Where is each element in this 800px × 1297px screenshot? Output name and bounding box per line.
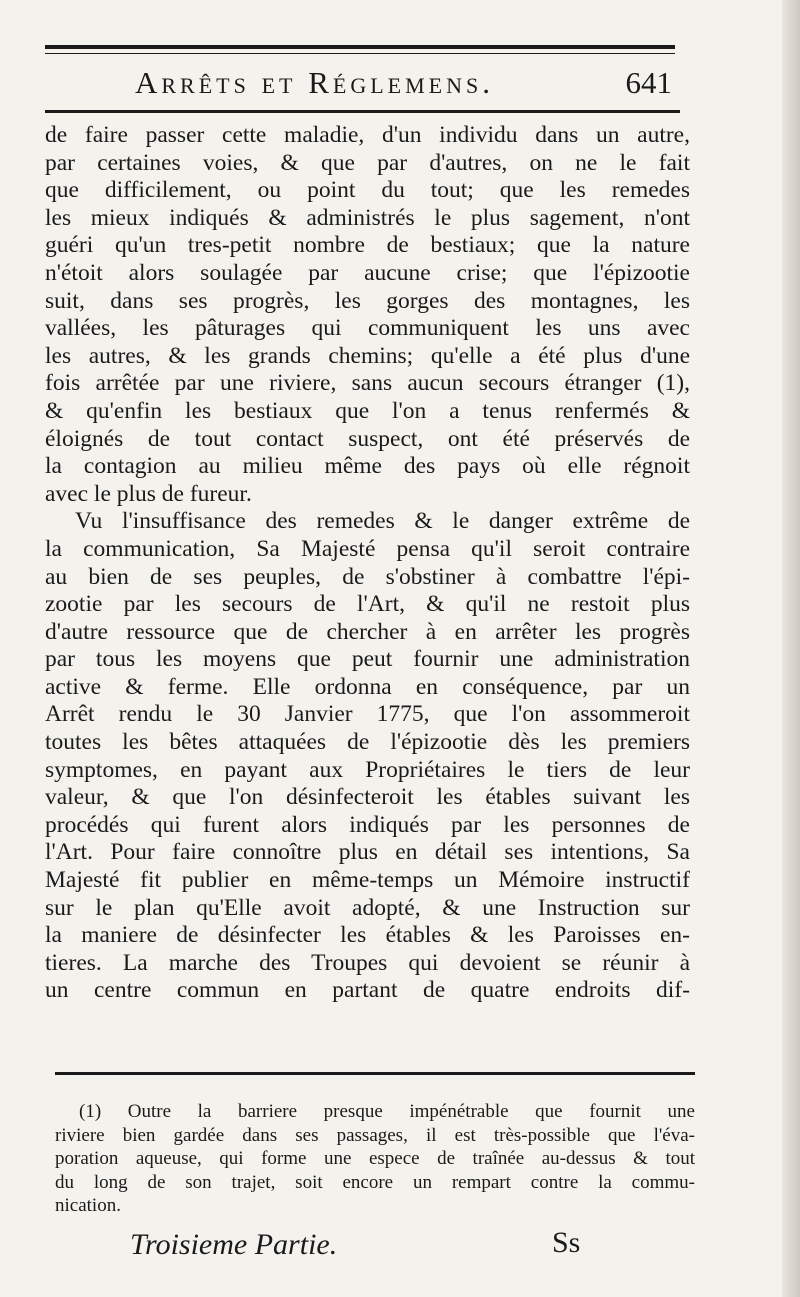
body-line: que difficilement, ou point du tout; que les remedes [45, 177, 690, 204]
body-line: par certaines voies, & que par d'autres, on ne le fait [45, 149, 690, 176]
catchword: Ss [552, 1226, 581, 1259]
footnote-line: poration aqueuse, qui forme une espece de traînée au-dessus & tout [55, 1148, 695, 1169]
top-rule-thin [45, 53, 675, 54]
body-line: Vu l'insuffisance des remedes & le danger extrême de [75, 508, 690, 535]
body-line: sur le plan qu'Elle avoit adopté, & une Instruction sur [45, 894, 690, 921]
signature-mark: Troisieme Partie. [130, 1228, 338, 1261]
body-line: les mieux indiqués & administrés le plus sagement, n'ont [45, 204, 690, 231]
body-line: au bien de ses peuples, de s'obstiner à combattre l'épi- [45, 563, 690, 590]
body-line: guéri qu'un tres-petit nombre de bestiaux; que la nature [45, 232, 690, 259]
page-number: 641 [625, 65, 672, 100]
body-line: zootie par les secours de l'Art, & qu'il ne restoit plus [45, 591, 690, 618]
body-line: fois arrêtée par une riviere, sans aucun secours étranger (1), [45, 370, 690, 397]
footnote [55, 1100, 695, 1218]
body-line: la maniere de désinfecter les étables & les Paroisses en- [45, 922, 690, 949]
body-line: un centre commun en partant de quatre endroits dif- [45, 977, 690, 1004]
body-line: suit, dans ses progrès, les gorges des montagnes, les [45, 287, 690, 314]
body-line: les autres, & les grands chemins; qu'elle a été plus d'une [45, 342, 690, 369]
body-line: Majesté fit publier en même-temps un Mémoire instructif [45, 867, 690, 894]
body-line: par tous les moyens que peut fournir une administration [45, 646, 690, 673]
body-line: éloignés de tout contact suspect, ont été préservés de [45, 425, 690, 452]
body-line: l'Art. Pour faire connoître plus en détail ses intentions, Sa [45, 839, 690, 866]
body-text [45, 122, 690, 1005]
body-line: Arrêt rendu le 30 Janvier 1775, que l'on assommeroit [45, 701, 690, 728]
page-edge [782, 0, 800, 1297]
footnote-line: (1) Outre la barriere presque impénétrable que fournit une [79, 1101, 695, 1122]
body-line: symptomes, en payant aux Propriétaires le tiers de leur [45, 756, 690, 783]
body-line: & qu'enfin les bestiaux que l'on a tenus renfermés & [45, 397, 690, 424]
body-line: valeur, & que l'on désinfecteroit les étables suivant les [45, 784, 690, 811]
body-line: vallées, les pâturages qui communiquent les uns avec [45, 315, 690, 342]
body-line: de faire passer cette maladie, d'un individu dans un autre, [45, 122, 690, 148]
body-line: active & ferme. Elle ordonna en conséquence, par un [45, 673, 690, 700]
body-line: d'autre ressource que de chercher à en arrêter les progrès [45, 618, 690, 645]
body-line: tieres. La marche des Troupes qui devoient se réunir à [45, 949, 690, 976]
running-head [45, 60, 680, 106]
body-line: n'étoit alors soulagée par aucune crise; que l'épizootie [45, 259, 690, 286]
body-line: procédés qui furent alors indiqués par les personnes de [45, 811, 690, 838]
body-line: toutes les bêtes attaquées de l'épizootie dès les premiers [45, 729, 690, 756]
top-rule-thick [45, 45, 675, 49]
footnote-line: nication. [55, 1195, 121, 1216]
footnote-rule [55, 1072, 695, 1075]
running-head-title: Arrêts et Réglemens. [135, 65, 494, 100]
body-line: avec le plus de fureur. [45, 480, 252, 507]
footnote-line: du long de son trajet, soit encore un rempart contre la commu- [55, 1171, 695, 1193]
footnote-line: riviere bien gardée dans ses passages, il est très-possible que l'éva- [55, 1124, 695, 1146]
body-line: la contagion au milieu même des pays où elle régnoit [45, 453, 690, 480]
body-line: la communication, Sa Majesté pensa qu'il seroit contraire [45, 535, 690, 562]
header-rule [45, 110, 680, 113]
